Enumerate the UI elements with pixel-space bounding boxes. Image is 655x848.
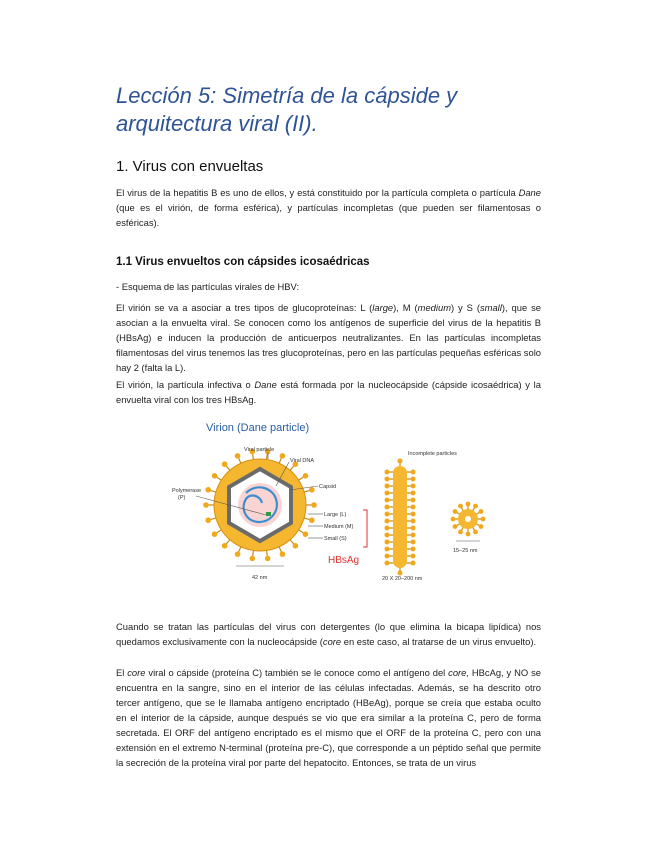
spike-head	[385, 561, 390, 566]
core-paragraph: El core viral o cápside (proteína C) también se le conoce como el antígeno del core, HBcAg, y NO se encuentra en la sangre, sino en el interior de las células infectadas. Además, se ha descrito otro tercer antígeno, que se le llamaba antígeno encriptado (HBeAg), porque se creía que estaba oculto en el interior de la cápside, aunque después se vio que era similar a la proteína C, pero de forma secretada. El ORF del antígeno encriptado es el mismo que el ORF de la proteína C, pero con una extensión en el extremo N-terminal (proteína pre-C), que corresponde a un péptido señal que permite la secreción de la proteína viral por parte del hepatocito. Entonces, se trata de un virus	[116, 667, 541, 768]
spike-head	[411, 477, 416, 482]
spike-head	[479, 524, 484, 529]
spike-head	[385, 484, 390, 489]
spike-head	[411, 540, 416, 545]
label-polymerase: Polymerase	[172, 488, 202, 494]
label-sphere-size: 15–25 nm	[453, 548, 478, 554]
subsection-heading: 1.1 Virus envueltos con cápsides icosaédricas	[116, 256, 370, 268]
spike-head	[466, 532, 471, 537]
spike-head	[473, 504, 478, 509]
spike-head	[411, 470, 416, 475]
label-large: Large (L)	[324, 512, 347, 518]
spike-head	[212, 531, 218, 537]
spike-head	[385, 547, 390, 552]
spike-head	[411, 505, 416, 510]
label-medium: Medium (M)	[324, 524, 354, 530]
spike-head	[385, 526, 390, 531]
spike-head	[309, 487, 315, 493]
spike-head	[280, 453, 286, 459]
spike-head	[398, 571, 403, 576]
spike-head	[280, 551, 286, 557]
spike-head	[411, 561, 416, 566]
figure-title: Virion (Dane particle)	[206, 422, 310, 434]
spike-head	[398, 459, 403, 464]
spike-head	[473, 530, 478, 535]
scheme-line: - Esquema de las partículas virales de HBV:	[116, 281, 300, 292]
label-filament-size: 20 X 20–200 nm	[382, 576, 423, 582]
spike-head	[458, 530, 463, 535]
filamentous-particle	[385, 459, 416, 576]
intro-paragraph: El virus de la hepatitis B es uno de ellos, y está constituido por la partícula completa o partícula Dane (que es el virión, de forma esférica), y partículas incompletas (que pueden ser filamentosas o esféricas).	[116, 187, 541, 228]
spike-head	[222, 543, 228, 549]
spike-head	[411, 512, 416, 517]
spike-head	[411, 484, 416, 489]
polymerase-marker	[266, 512, 271, 516]
spike-head	[265, 556, 271, 562]
hbsag-bracket	[363, 510, 367, 547]
spike-head	[481, 517, 486, 522]
spike-head	[411, 491, 416, 496]
spike-head	[311, 502, 317, 508]
spike-head	[453, 509, 458, 514]
spike-head	[479, 509, 484, 514]
spike-head	[385, 554, 390, 559]
spike-head	[385, 498, 390, 503]
spike-head	[235, 453, 241, 459]
spike-head	[293, 543, 299, 549]
spike-head	[385, 470, 390, 475]
spike-head	[453, 524, 458, 529]
spike-head	[309, 517, 315, 523]
spike-head	[303, 473, 309, 479]
spike-head	[466, 502, 471, 507]
spike-head	[222, 461, 228, 467]
label-42nm: 42 nm	[252, 575, 268, 581]
spike-head	[458, 504, 463, 509]
detergent-paragraph: Cuando se tratan las partículas del virus con detergentes (lo que elimina la bicapa lipídica) nos quedamos exclusivamente con la nucleocápside (core en este caso, al tratarse de un virus envuelto).	[116, 621, 541, 647]
spike-head	[250, 556, 256, 562]
lesson-title	[116, 82, 536, 138]
label-viral-dna: Viral DNA	[290, 458, 315, 464]
lesson-title-line2: arquitectura viral (II).	[116, 111, 318, 136]
spike-head	[385, 512, 390, 517]
label-viral-particle: Viral particle	[244, 447, 275, 453]
spike-head	[385, 491, 390, 496]
filament-body	[393, 466, 407, 568]
label-hbsag: HBsAg	[328, 555, 360, 566]
spherical-particle	[451, 502, 486, 537]
spike-head	[205, 517, 211, 523]
spike-head	[385, 519, 390, 524]
label-small: Small (S)	[324, 536, 347, 542]
spike-head	[411, 554, 416, 559]
virion-paragraph: El virión, la partícula infectiva o Dane está formada por la nucleocápside (cápside icosaédrica) y la envuelta viral con los tres HBsAg.	[116, 379, 541, 405]
spike-head	[385, 477, 390, 482]
spike-head	[385, 540, 390, 545]
label-capsid: Capsid	[319, 484, 337, 490]
hbv-particles-figure	[168, 418, 548, 588]
spike-head	[212, 473, 218, 479]
spike-head	[205, 487, 211, 493]
section-heading: 1. Virus con envueltas	[116, 158, 264, 175]
spike-head	[411, 547, 416, 552]
label-incomplete-particles: Incomplete particles	[408, 451, 457, 457]
spike-head	[203, 502, 209, 508]
spike-head	[235, 551, 241, 557]
sphere-center	[465, 516, 471, 522]
glycoprotein-paragraph: El virión se va a asociar a tres tipos de glucoproteínas: L (large), M (medium) y S (small), que se asocian a la envuelta viral. Se conocen como los antígenos de superficie del virus de la hepatitis B (HBsAg) e inducen la producción de anticuerpos neutralizantes. En las partículas incompletas filamentosas del virus tenemos las tres glucoproteínas, pero en las partículas pequeñas esféricas solo hay 2 (falta la L).	[116, 302, 541, 373]
lesson-title-line1: Lección 5: Simetría de la cápside y	[116, 83, 458, 108]
label-polymerase-p: (P)	[178, 495, 186, 501]
spike-head	[385, 533, 390, 538]
spike-head	[303, 531, 309, 537]
spike-head	[451, 517, 456, 522]
dane-particle	[203, 449, 317, 562]
spike-head	[411, 533, 416, 538]
spike-head	[411, 519, 416, 524]
spike-head	[385, 505, 390, 510]
spike-head	[411, 526, 416, 531]
spike-head	[411, 498, 416, 503]
